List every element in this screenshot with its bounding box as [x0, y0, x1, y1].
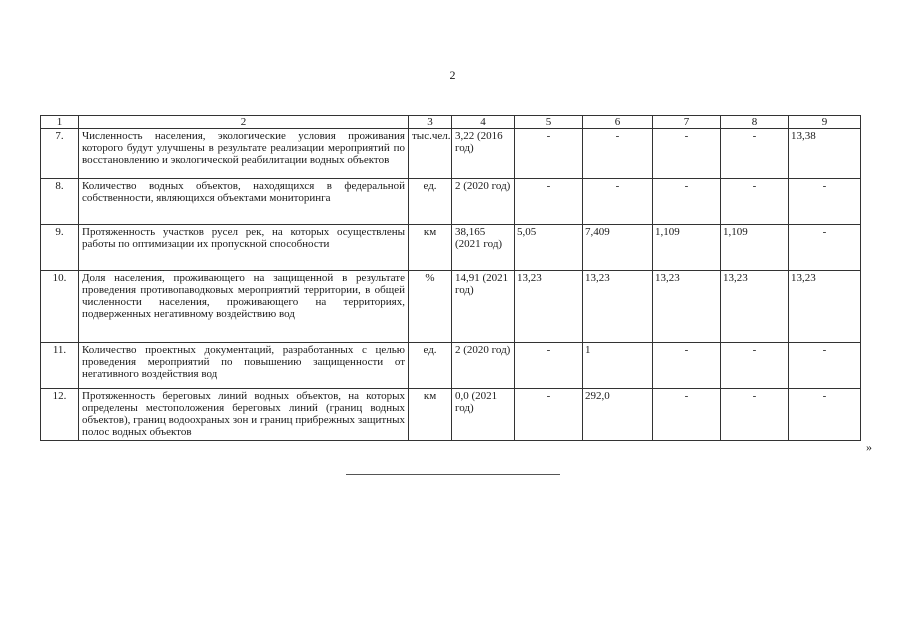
year-value-cell: 1 — [583, 343, 653, 389]
unit-cell: ед. — [409, 179, 452, 225]
base-value-cell: 2 (2020 год) — [452, 179, 515, 225]
base-value-cell: 3,22 (2016 год) — [452, 129, 515, 179]
year-value-cell: 292,0 — [583, 389, 653, 441]
year-value-cell: - — [653, 389, 721, 441]
indicators-table — [40, 115, 861, 441]
indicator-name-cell: Численность населения, экологические условия проживания которого будут улучшены в результате реализации мероприятий по восстановлению и экологической реабилитации водных объектов — [79, 129, 409, 179]
year-value-cell: - — [789, 389, 861, 441]
header-cell: 9 — [789, 116, 861, 129]
table-row — [41, 129, 861, 179]
year-value-cell: - — [789, 343, 861, 389]
unit-cell: км — [409, 389, 452, 441]
table-row — [41, 271, 861, 343]
year-value-cell: 13,23 — [515, 271, 583, 343]
table-header-row — [41, 116, 861, 129]
year-value-cell: 1,109 — [721, 225, 789, 271]
table-row — [41, 389, 861, 441]
year-value-cell: 13,23 — [789, 271, 861, 343]
indicator-name-cell: Протяженность береговых линий водных объектов, на которых определены местоположения береговых линий (границ водных объектов), границ водоохраных зон и границ прибрежных защитных полос водных объектов — [79, 389, 409, 441]
year-value-cell: - — [515, 179, 583, 225]
year-value-cell: - — [653, 179, 721, 225]
table-row — [41, 179, 861, 225]
year-value-cell: 5,05 — [515, 225, 583, 271]
header-cell: 1 — [41, 116, 79, 129]
unit-cell: км — [409, 225, 452, 271]
year-value-cell: 13,23 — [721, 271, 789, 343]
year-value-cell: - — [721, 179, 789, 225]
page-number: 2 — [449, 68, 456, 82]
header-cell: 6 — [583, 116, 653, 129]
year-value-cell: - — [653, 129, 721, 179]
header-cell: 8 — [721, 116, 789, 129]
row-number-cell: 9. — [41, 225, 79, 271]
footer-divider — [346, 474, 560, 475]
row-number-cell: 12. — [41, 389, 79, 441]
unit-cell: ед. — [409, 343, 452, 389]
year-value-cell: - — [721, 389, 789, 441]
base-value-cell: 0,0 (2021 год) — [452, 389, 515, 441]
year-value-cell: - — [515, 343, 583, 389]
year-value-cell: 1,109 — [653, 225, 721, 271]
header-cell: 5 — [515, 116, 583, 129]
unit-cell: тыс.чел. — [409, 129, 452, 179]
indicator-name-cell: Количество водных объектов, находящихся в федеральной собственности, являющихся объектами мониторинга — [79, 179, 409, 225]
indicator-name-cell: Доля населения, проживающего на защищенной в результате проведения противопаводковых мероприятий территории, в общей численности населения, проживающего на территориях, подверженных негативному воздействию вод — [79, 271, 409, 343]
year-value-cell: - — [789, 179, 861, 225]
closing-quote: » — [866, 440, 872, 454]
year-value-cell: 13,38 — [789, 129, 861, 179]
indicator-name-cell: Протяженность участков русел рек, на которых осуществлены работы по оптимизации их пропускной способности — [79, 225, 409, 271]
base-value-cell: 14,91 (2021 год) — [452, 271, 515, 343]
row-number-cell: 11. — [41, 343, 79, 389]
year-value-cell: - — [721, 129, 789, 179]
header-cell: 4 — [452, 116, 515, 129]
year-value-cell: - — [583, 179, 653, 225]
base-value-cell: 38,165 (2021 год) — [452, 225, 515, 271]
indicator-name-cell: Количество проектных документаций, разработанных с целью проведения мероприятий по повышению защищенности от негативного воздействия вод — [79, 343, 409, 389]
year-value-cell: 13,23 — [653, 271, 721, 343]
year-value-cell: 7,409 — [583, 225, 653, 271]
table-row — [41, 343, 861, 389]
year-value-cell: - — [583, 129, 653, 179]
base-value-cell: 2 (2020 год) — [452, 343, 515, 389]
year-value-cell: - — [789, 225, 861, 271]
row-number-cell: 10. — [41, 271, 79, 343]
year-value-cell: - — [515, 129, 583, 179]
header-cell: 3 — [409, 116, 452, 129]
row-number-cell: 7. — [41, 129, 79, 179]
year-value-cell: - — [653, 343, 721, 389]
year-value-cell: - — [721, 343, 789, 389]
header-cell: 2 — [79, 116, 409, 129]
unit-cell: % — [409, 271, 452, 343]
row-number-cell: 8. — [41, 179, 79, 225]
year-value-cell: - — [515, 389, 583, 441]
header-cell: 7 — [653, 116, 721, 129]
table-row — [41, 225, 861, 271]
year-value-cell: 13,23 — [583, 271, 653, 343]
